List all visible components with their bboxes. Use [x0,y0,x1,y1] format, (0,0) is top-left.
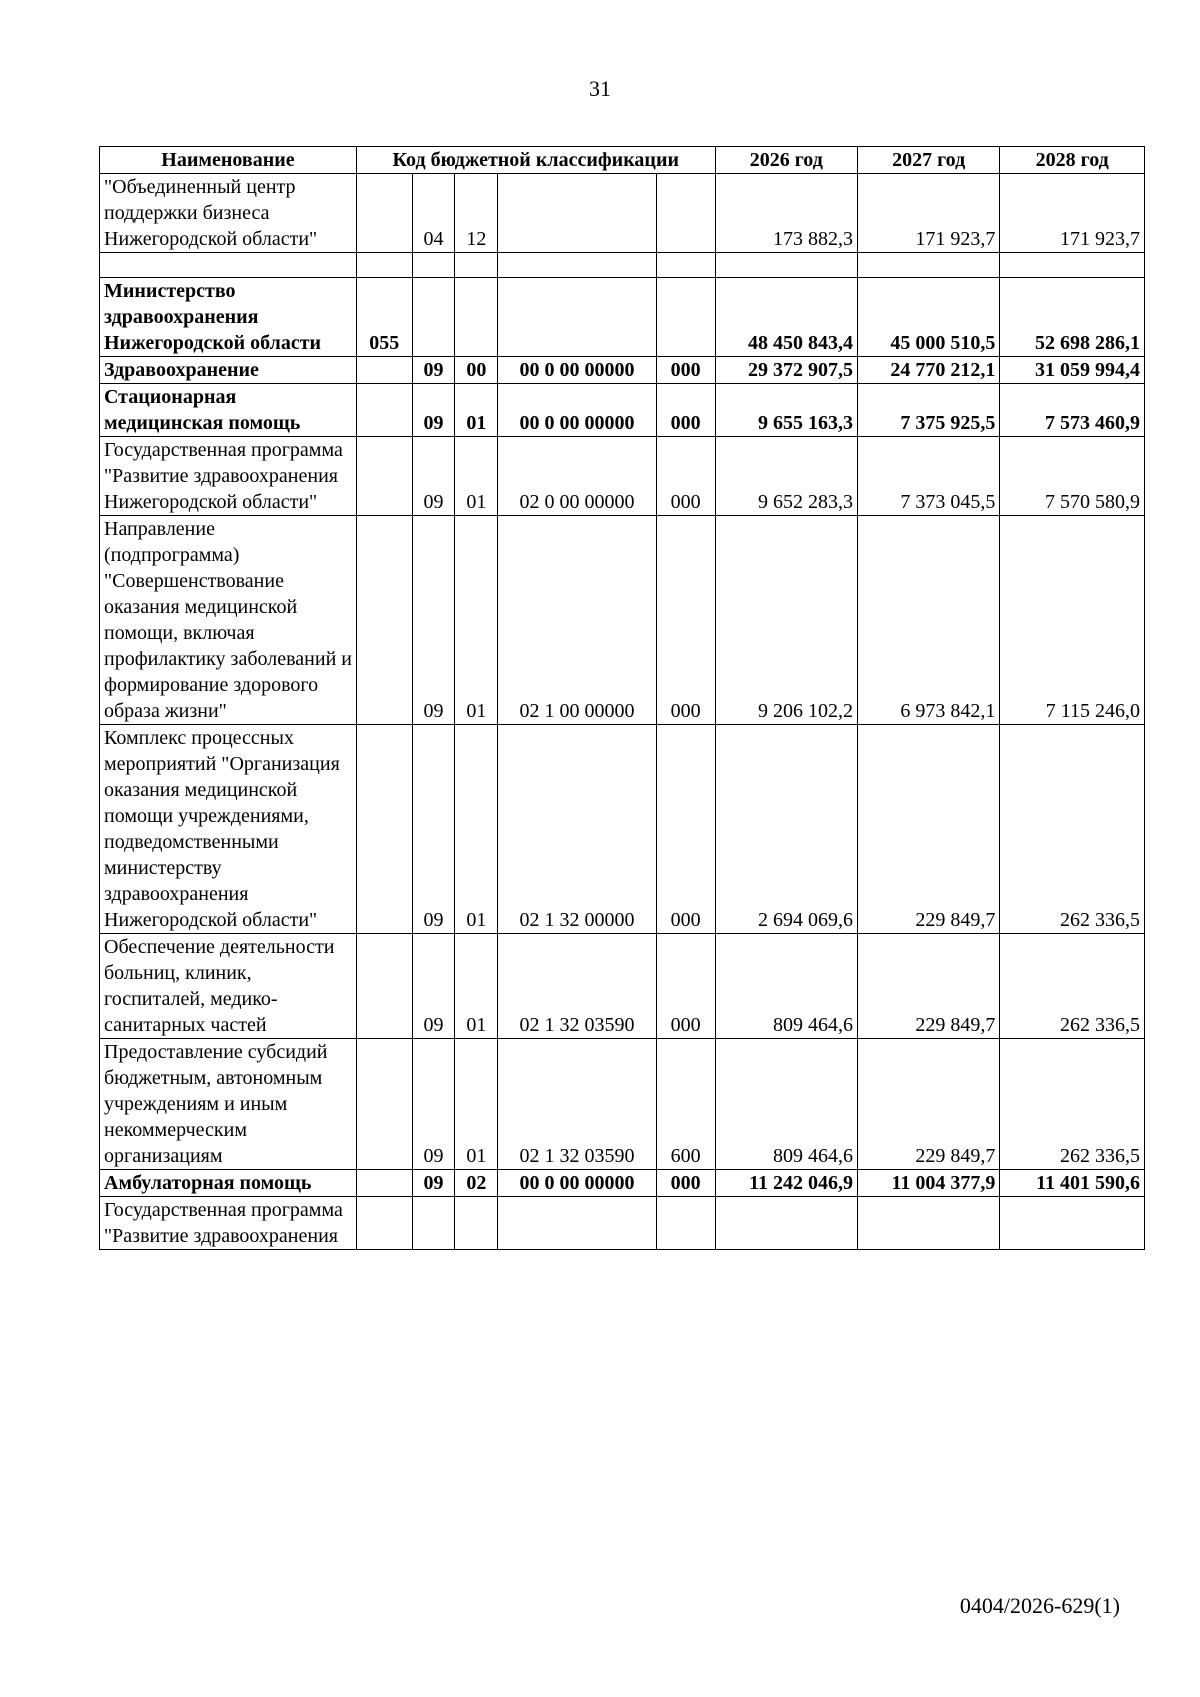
row-name: Амбулаторная помощь [100,1170,357,1197]
code-ministry [356,1197,412,1250]
value-2027: 11 004 377,9 [857,1170,999,1197]
table-row [100,384,1145,437]
document-code: 0404/2026-629(1) [959,1593,1120,1618]
table-row [100,174,1145,253]
code-expense-type: 000 [656,1170,715,1197]
row-name: Государственная программа "Развитие здравоохранения Нижегородской области" [100,437,357,516]
code-target: 02 1 32 00000 [498,725,656,934]
code-target: 00 0 00 00000 [498,1170,656,1197]
row-name: Министерство здравоохранения Нижегородской области [100,278,357,357]
value-2026: 9 655 163,3 [715,384,857,437]
code-ministry [356,1170,412,1197]
value-2027: 229 849,7 [857,934,999,1039]
code-section [412,278,455,357]
table-row [100,437,1145,516]
value-2026: 11 242 046,9 [715,1170,857,1197]
code-ministry [356,516,412,725]
code-subsection: 01 [455,934,498,1039]
code-section: 09 [412,934,455,1039]
table-row [100,516,1145,725]
code-target: 00 0 00 00000 [498,384,656,437]
row-name: Обеспечение деятельности больниц, клиник, госпиталей, медико-санитарных частей [100,934,357,1039]
value-2028: 52 698 286,1 [1000,278,1145,357]
code-subsection: 02 [455,1170,498,1197]
code-subsection: 00 [455,357,498,384]
value-2027 [857,1197,999,1250]
row-name: Государственная программа "Развитие здравоохранения [100,1197,357,1250]
value-2026: 809 464,6 [715,1039,857,1170]
code-section: 09 [412,1170,455,1197]
code-subsection: 01 [455,437,498,516]
value-2028: 7 570 580,9 [1000,437,1145,516]
code-ministry [356,174,412,253]
row-name: Комплекс процессных мероприятий "Организация оказания медицинской помощи учреждениями, подведомственными министерству здравоохранения Нижегородской области" [100,725,357,934]
code-ministry [356,437,412,516]
table-row [100,725,1145,934]
header-2027: 2027 год [857,147,999,174]
value-2027: 24 770 212,1 [857,357,999,384]
code-target [498,1197,656,1250]
code-expense-type: 000 [656,516,715,725]
code-expense-type: 600 [656,1039,715,1170]
code-ministry [356,1039,412,1170]
table-row [100,934,1145,1039]
value-2028: 31 059 994,4 [1000,357,1145,384]
code-ministry [356,934,412,1039]
code-target [498,278,656,357]
code-expense-type: 000 [656,357,715,384]
code-target: 02 1 00 00000 [498,516,656,725]
value-2027: 45 000 510,5 [857,278,999,357]
code-subsection: 01 [455,725,498,934]
value-2026: 2 694 069,6 [715,725,857,934]
value-2028: 262 336,5 [1000,934,1145,1039]
row-name: Здравоохранение [100,357,357,384]
value-2026: 48 450 843,4 [715,278,857,357]
budget-table [99,146,1145,1250]
table-row [100,1197,1145,1250]
code-ministry [356,357,412,384]
value-2026: 29 372 907,5 [715,357,857,384]
row-name: Предоставление субсидий бюджетным, автономным учреждениям и иным некоммерческим организациям [100,1039,357,1170]
code-section: 09 [412,1039,455,1170]
value-2028: 11 401 590,6 [1000,1170,1145,1197]
code-target: 02 1 32 03590 [498,934,656,1039]
code-target: 02 0 00 00000 [498,437,656,516]
value-2026 [715,1197,857,1250]
value-2027: 6 973 842,1 [857,516,999,725]
code-expense-type [656,174,715,253]
table-row [100,1039,1145,1170]
header-2026: 2026 год [715,147,857,174]
value-2028: 7 115 246,0 [1000,516,1145,725]
code-ministry [356,384,412,437]
value-2028: 262 336,5 [1000,1039,1145,1170]
code-section: 04 [412,174,455,253]
value-2028: 262 336,5 [1000,725,1145,934]
code-subsection: 01 [455,516,498,725]
code-subsection: 12 [455,174,498,253]
table-header-row [100,147,1145,174]
code-target: 02 1 32 03590 [498,1039,656,1170]
row-name: "Объединенный центр поддержки бизнеса Нижегородской области" [100,174,357,253]
code-section: 09 [412,516,455,725]
code-ministry: 055 [356,278,412,357]
value-2026: 173 882,3 [715,174,857,253]
code-subsection: 01 [455,1039,498,1170]
code-expense-type: 000 [656,384,715,437]
value-2028 [1000,1197,1145,1250]
page-number: 31 [589,76,611,101]
code-expense-type [656,1197,715,1250]
code-target [498,174,656,253]
value-2027: 7 373 045,5 [857,437,999,516]
value-2026: 809 464,6 [715,934,857,1039]
value-2026: 9 652 283,3 [715,437,857,516]
row-name: Направление (подпрограмма) "Совершенствование оказания медицинской помощи, включая профилактику заболеваний и формирование здорового образа жизни" [100,516,357,725]
table-row [100,278,1145,357]
code-subsection [455,278,498,357]
code-ministry [356,725,412,934]
value-2027: 229 849,7 [857,1039,999,1170]
code-section: 09 [412,384,455,437]
code-expense-type: 000 [656,934,715,1039]
table-row [100,357,1145,384]
code-expense-type: 000 [656,437,715,516]
code-section: 09 [412,437,455,516]
value-2026: 9 206 102,2 [715,516,857,725]
code-section: 09 [412,357,455,384]
value-2027: 229 849,7 [857,725,999,934]
header-2028: 2028 год [1000,147,1145,174]
code-target: 00 0 00 00000 [498,357,656,384]
header-name: Наименование [100,147,357,174]
row-name: Стационарная медицинская помощь [100,384,357,437]
code-section: 09 [412,725,455,934]
spacer-row [100,253,1145,278]
header-code: Код бюджетной классификации [356,147,715,174]
code-section [412,1197,455,1250]
code-expense-type [656,278,715,357]
value-2027: 171 923,7 [857,174,999,253]
value-2028: 171 923,7 [1000,174,1145,253]
code-subsection: 01 [455,384,498,437]
code-subsection [455,1197,498,1250]
value-2027: 7 375 925,5 [857,384,999,437]
table-row [100,1170,1145,1197]
value-2028: 7 573 460,9 [1000,384,1145,437]
code-expense-type: 000 [656,725,715,934]
